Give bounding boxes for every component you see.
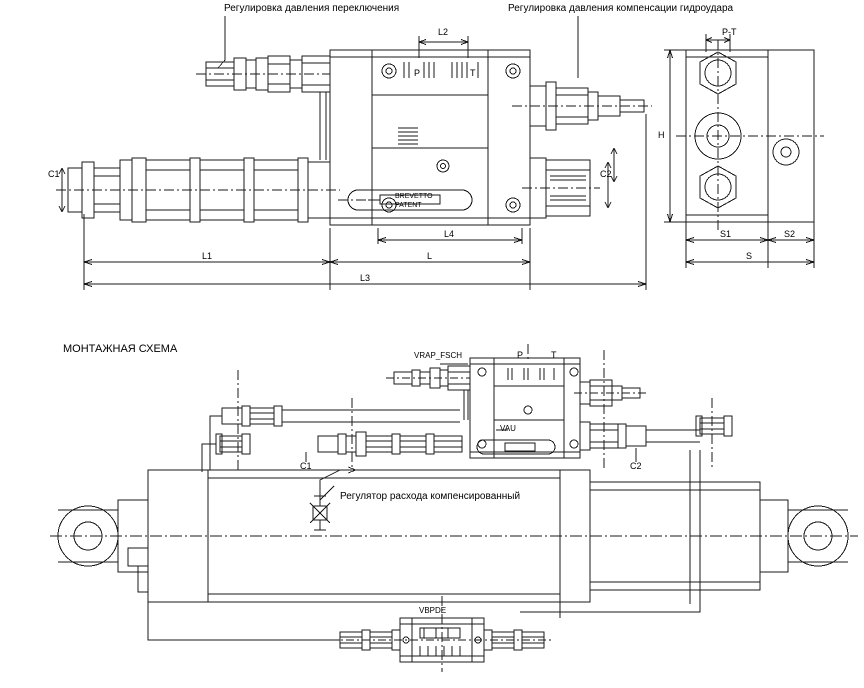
port-label-t: T xyxy=(470,68,476,78)
port-label-p2: P xyxy=(517,350,524,360)
dim-label-c2: C2 xyxy=(600,169,612,179)
dim-label-pt: P-T xyxy=(722,27,737,37)
dim-label-c2-lower: C2 xyxy=(630,461,642,471)
dim-label-l3: L3 xyxy=(360,273,371,283)
dim-label-l: L xyxy=(427,251,433,261)
dim-label-l1: L1 xyxy=(202,251,213,261)
label-switch-pressure-adjust: Регулировка давления переключения xyxy=(224,3,400,14)
label-flow-regulator: Регулятор расхода компенсированный xyxy=(340,491,521,502)
label-valve-vau: VAU xyxy=(500,424,516,433)
dim-label-s2: S2 xyxy=(784,229,796,239)
dim-label-c1: C1 xyxy=(48,169,60,179)
label-mounting-scheme: МОНТАЖНАЯ СХЕМА xyxy=(63,343,178,355)
dim-label-h: H xyxy=(658,130,665,140)
dim-label-l2: L2 xyxy=(438,27,449,37)
label-hydro-shock-compensation: Регулировка давления компенсации гидроудара xyxy=(508,3,734,14)
label-brevetto: BREVETTO xyxy=(395,193,433,200)
dim-label-c1-lower: C1 xyxy=(300,461,312,471)
dim-label-s1: S1 xyxy=(720,229,732,239)
port-label-t2: T xyxy=(551,350,557,360)
label-valve-vbpde: VBPDE xyxy=(419,606,447,615)
label-patent: PATENT xyxy=(395,202,422,209)
dim-label-s: S xyxy=(746,251,753,261)
port-label-p: P xyxy=(414,68,421,78)
label-valve-vrap: VRAP_FSCH xyxy=(414,351,463,360)
dim-label-l4: L4 xyxy=(444,229,455,239)
